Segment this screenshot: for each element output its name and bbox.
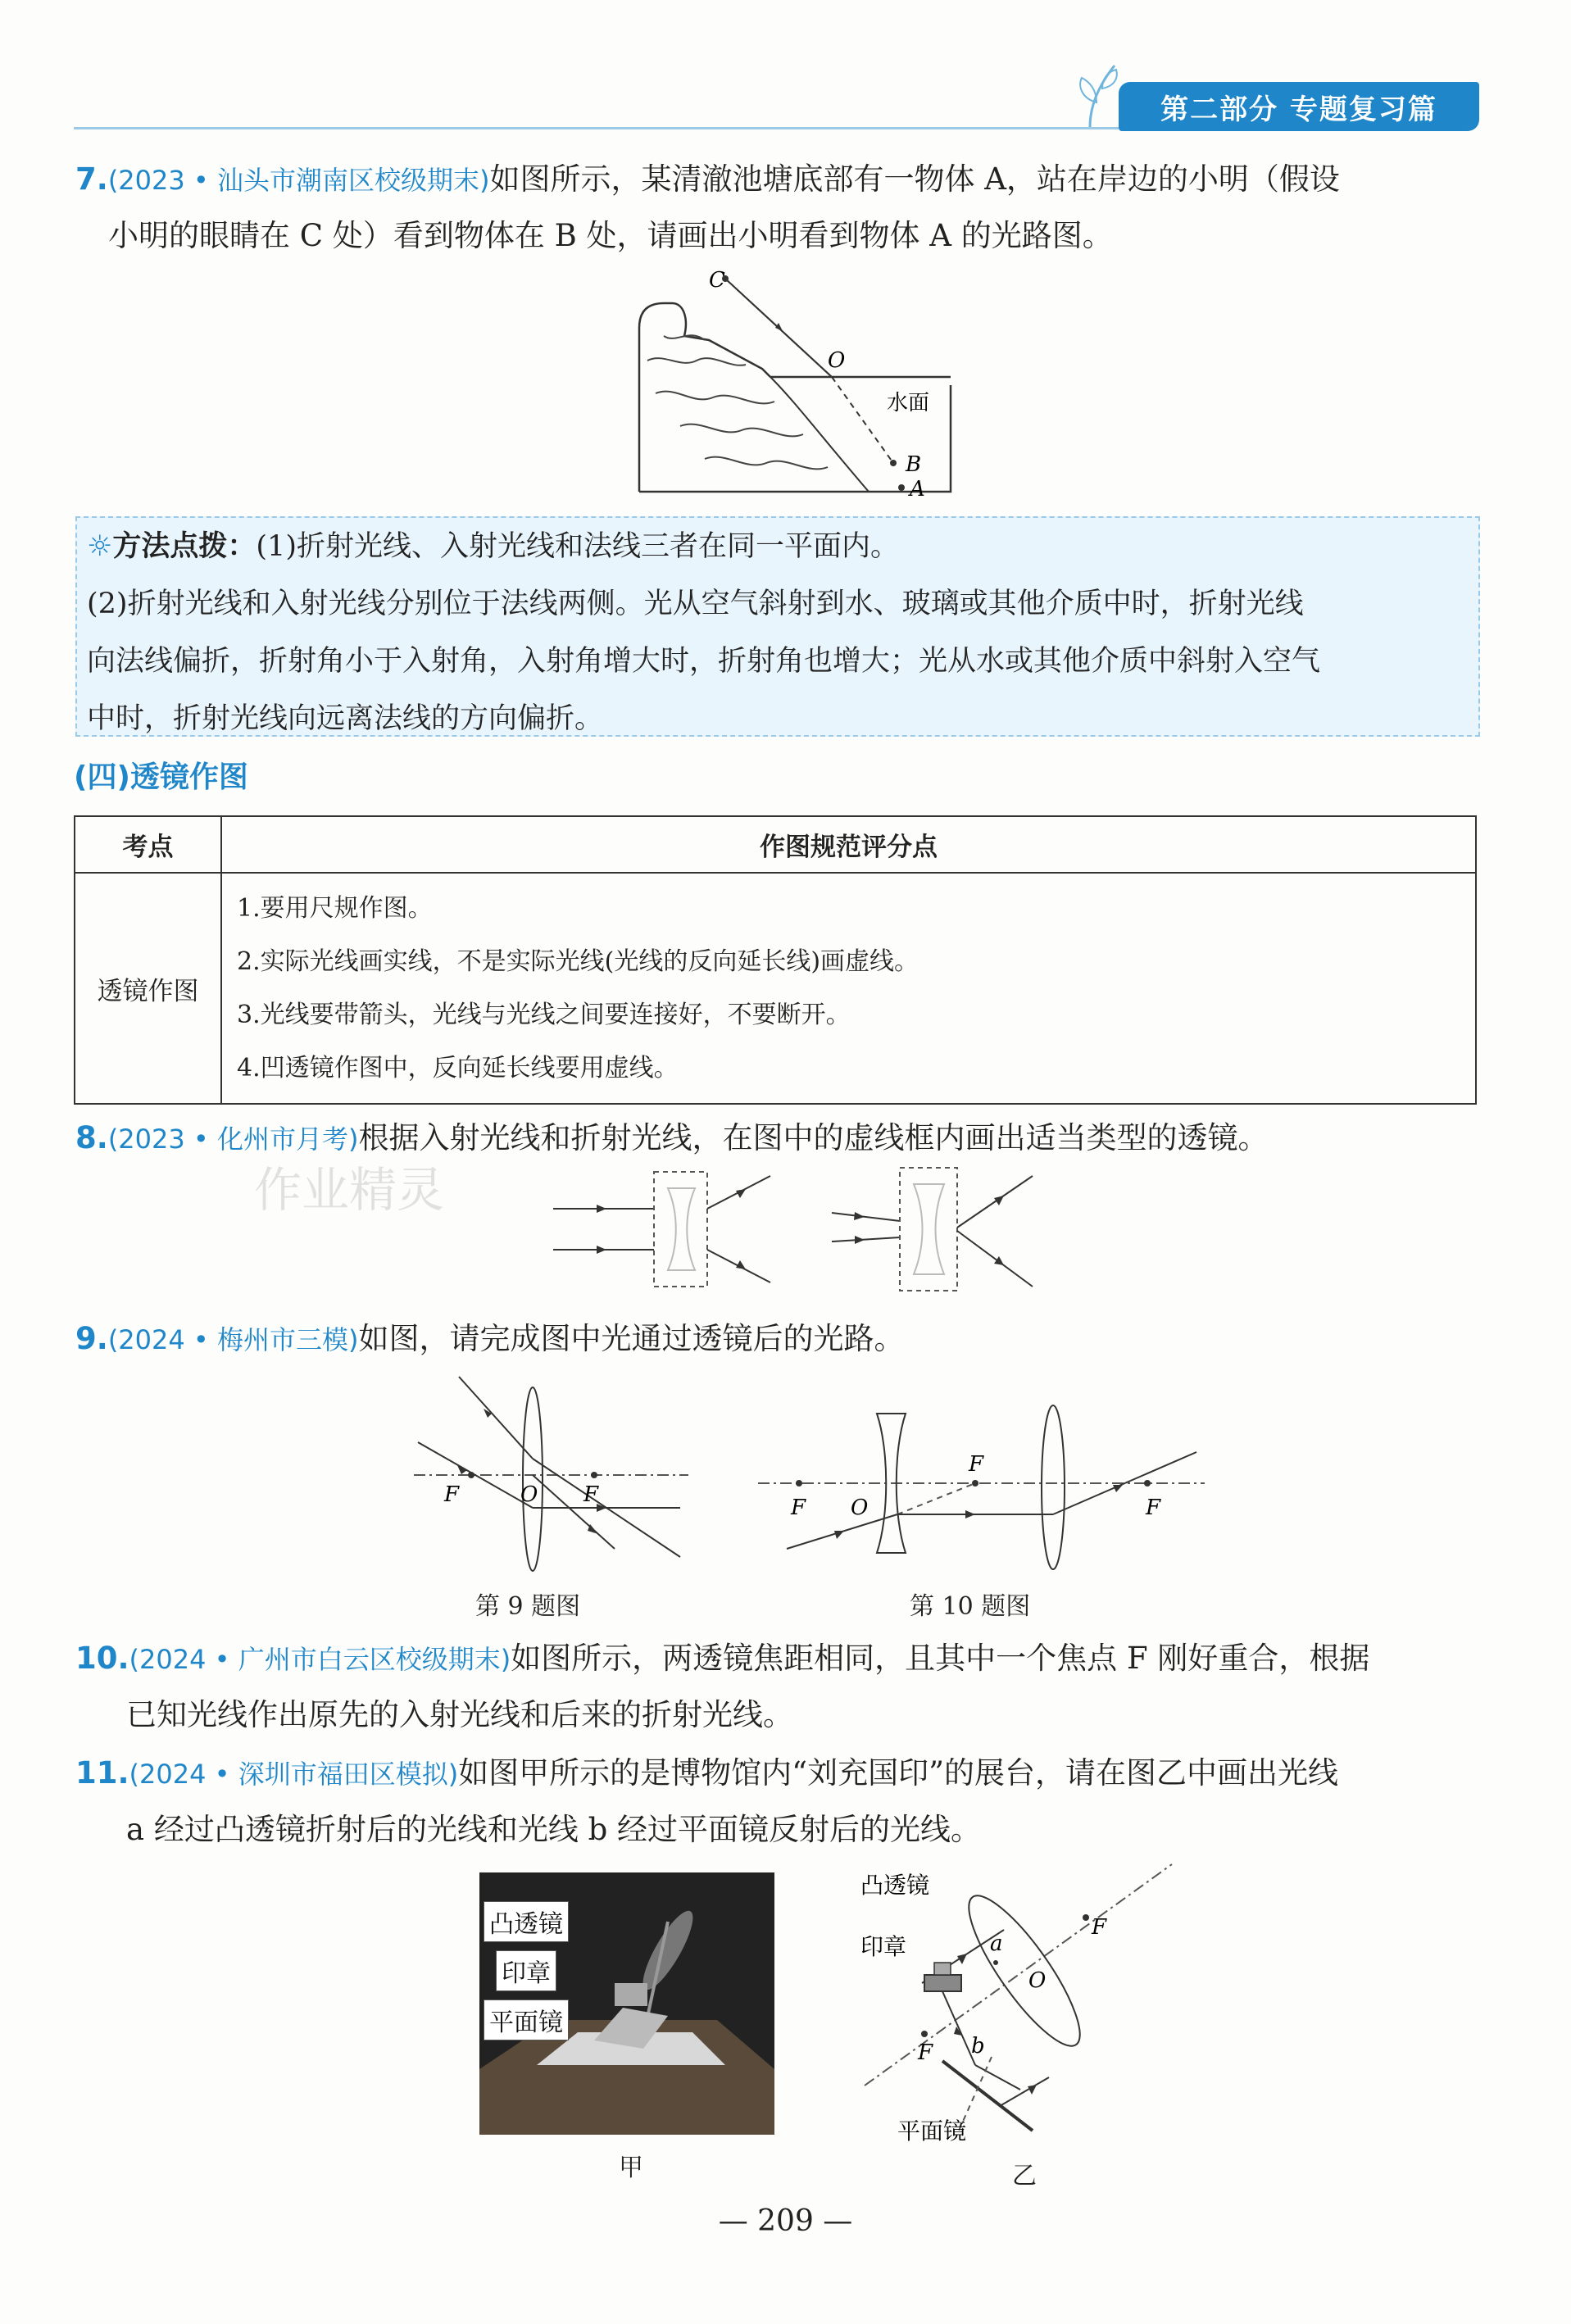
label-b: B [906, 452, 922, 477]
label-water: 水面 [887, 391, 930, 415]
question-source: (2023 • 汕头市潮南区校级期末) [107, 165, 490, 196]
section-title: (四)透镜作图 [74, 760, 248, 794]
question-source: (2024 • 梅州市三模) [107, 1324, 359, 1355]
question-text: 如图，请完成图中光通过透镜后的光路。 [358, 1321, 905, 1356]
question-source: (2024 • 广州市白云区校级期末) [129, 1644, 511, 1675]
label-seal: 印章 [860, 1933, 907, 1960]
question-text: 如图所示，两透镜焦距相同，且其中一个焦点 F 刚好重合，根据 [511, 1641, 1370, 1676]
question-text: 小明的眼睛在 C 处）看到物体在 B 处，请画出小明看到物体 A 的光路图。 [108, 218, 1113, 253]
label-lens: 凸透镜 [860, 1872, 930, 1899]
figure-q10 [754, 1393, 1213, 1582]
section-badge: 第二部分 专题复习篇 [1119, 82, 1479, 131]
label-o: O [1028, 1968, 1047, 1993]
table-item: 2.实际光线画实线，不是实际光线(光线的反向延长线)画虚线。 [237, 947, 919, 976]
table-item: 3.光线要带箭头，光线与光线之间要连接好，不要断开。 [237, 1001, 851, 1029]
question-number: 9. [75, 1321, 108, 1356]
question-text: 如图所示，某清澈池塘底部有一物体 A，站在岸边的小明（假设 [489, 161, 1340, 197]
figure-q8-lenses [549, 1164, 1041, 1295]
label-b: b [971, 2034, 985, 2058]
header-rule [74, 127, 1119, 129]
rules-table [74, 815, 1477, 1105]
question-text: 已知光线作出原先的入射光线和后来的折射光线。 [126, 1697, 793, 1732]
photo-label-seal: 印章 [496, 1950, 556, 1991]
table-category: 透镜作图 [75, 873, 221, 1104]
question-7 [75, 152, 1485, 264]
figure-caption: 第 9 题图 [475, 1592, 581, 1621]
question-source: (2023 • 化州市月考) [107, 1123, 359, 1155]
figure-q11 [860, 1860, 1188, 2155]
question-11 [75, 1745, 1485, 1858]
figure-q7-pond [631, 262, 959, 500]
label-c: C [709, 268, 725, 293]
bulb-icon: ☼ [87, 530, 113, 563]
figure-caption: 第 10 题图 [910, 1592, 1031, 1621]
table-header: 考点 [75, 816, 221, 873]
label-f: F [583, 1482, 599, 1507]
question-text: a 经过凸透镜折射后的光线和光线 b 经过平面镜反射后的光线。 [126, 1812, 982, 1847]
museum-photo [479, 1872, 774, 2135]
leaf-icon [1057, 57, 1123, 131]
label-f: F [969, 1452, 984, 1477]
question-number: 7. [75, 161, 108, 197]
tip-line: (1)折射光线、入射光线和法线三者在同一平面内。 [256, 530, 899, 563]
label-f: F [1146, 1496, 1161, 1520]
question-text: 根据入射光线和折射光线，在图中的虚线框内画出适当类型的透镜。 [358, 1120, 1269, 1155]
question-number: 11. [75, 1755, 129, 1791]
watermark: 作业精灵 [254, 1162, 445, 1218]
figure-caption: 甲 [619, 2154, 643, 2182]
label-a: a [990, 1931, 1003, 1956]
question-text: 如图甲所示的是博物馆内“刘充国印”的展台，请在图乙中画出光线 [458, 1755, 1339, 1791]
tip-line: 中时，折射光线向远离法线的方向偏折。 [87, 702, 604, 735]
question-number: 10. [75, 1641, 129, 1676]
table-item: 4.凹透镜作图中，反向延长线要用虚线。 [237, 1054, 679, 1083]
label-f: F [918, 2040, 933, 2065]
page-number: — 209 — [718, 2204, 853, 2238]
photo-label-mirror: 平面镜 [484, 1999, 569, 2040]
figure-q9 [410, 1369, 697, 1582]
question-9 [75, 1311, 1485, 1368]
tip-line: (2)折射光线和入射光线分别位于法线两侧。光从空气斜射到水、玻璃或其他介质中时，折射光线 [87, 588, 1304, 620]
table-item: 1.要用尺规作图。 [237, 894, 433, 923]
tip-line: 向法线偏折，折射角小于入射角，入射角增大时，折射角也增大；光从水或其他介质中斜射入空气 [87, 645, 1321, 678]
method-tip-box [75, 516, 1480, 737]
label-f: F [791, 1496, 806, 1520]
label-a: A [910, 477, 925, 500]
label-o: O [851, 1496, 869, 1520]
table-header: 作图规范评分点 [221, 816, 1476, 873]
question-source: (2024 • 深圳市福田区模拟) [129, 1759, 459, 1790]
photo-label-lens: 凸透镜 [484, 1901, 569, 1942]
label-f: F [444, 1482, 460, 1507]
label-o: O [828, 348, 846, 373]
tip-title: 方法点拨： [112, 530, 257, 563]
label-f: F [1092, 1915, 1107, 1940]
figure-caption: 乙 [1012, 2162, 1037, 2190]
question-number: 8. [75, 1120, 108, 1155]
label-mirror: 平面镜 [897, 2117, 967, 2145]
question-10 [75, 1631, 1485, 1743]
label-o: O [520, 1482, 538, 1507]
